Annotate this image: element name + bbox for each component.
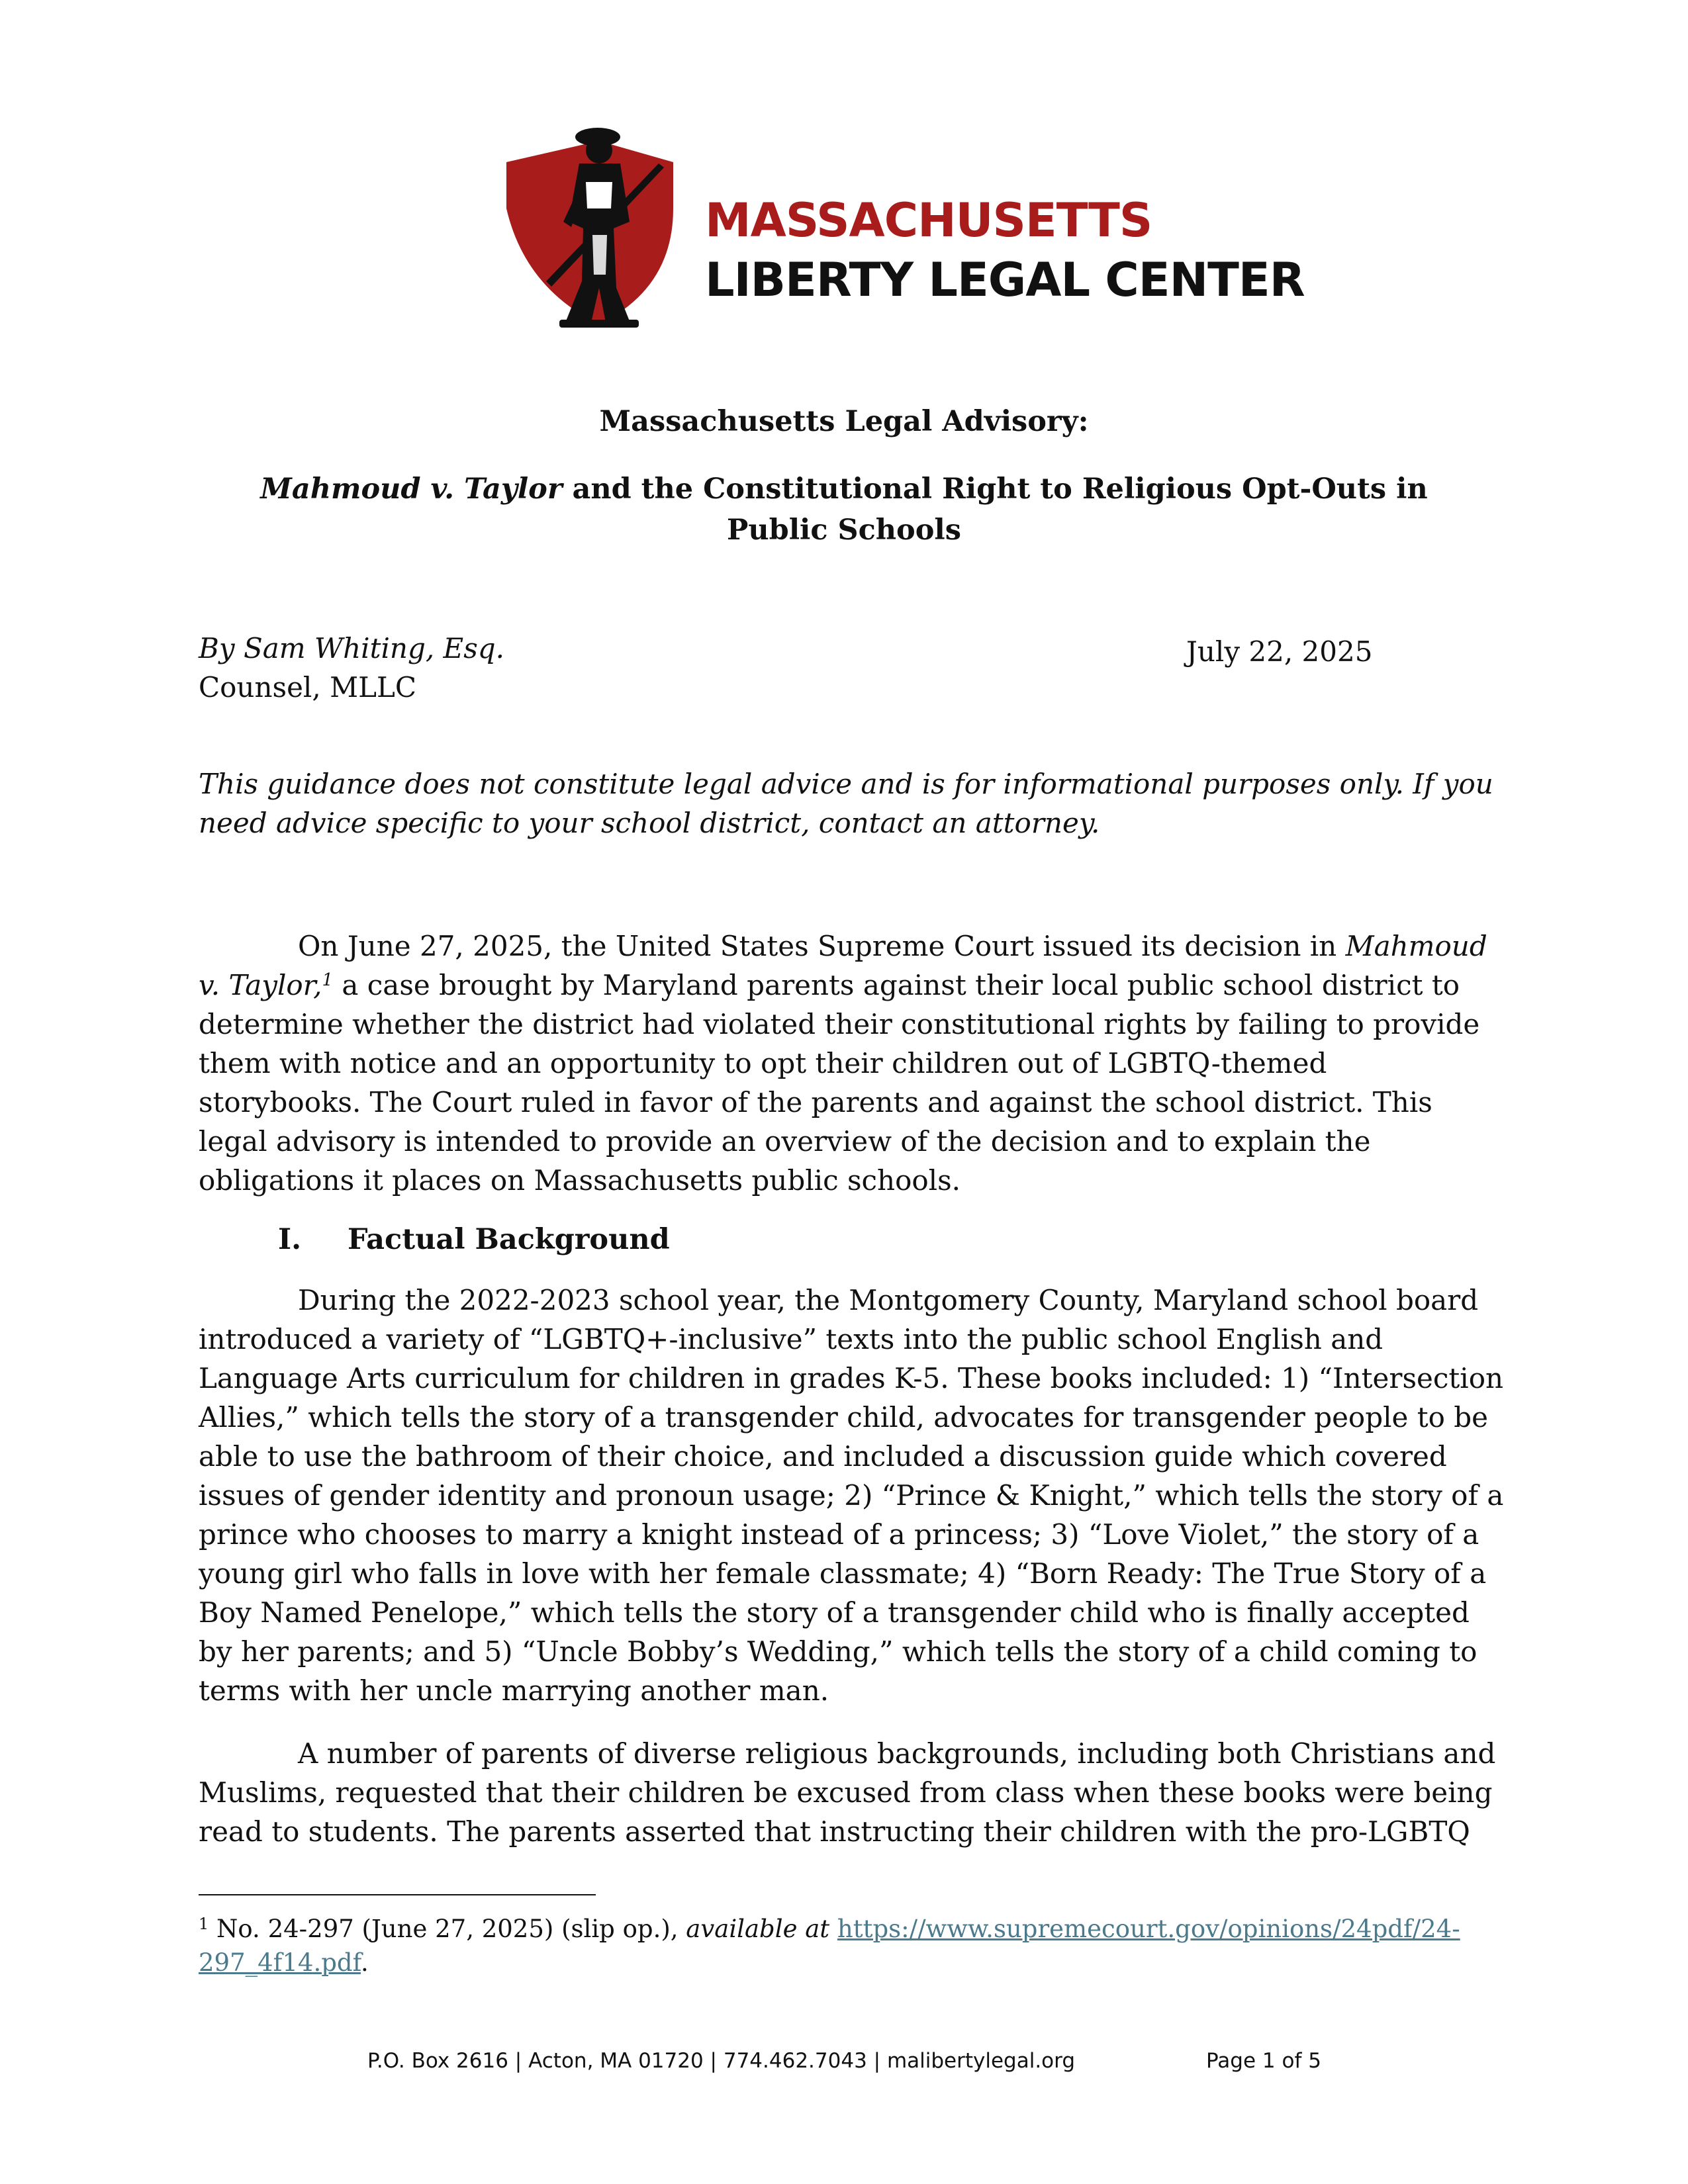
case-name: Mahmoud v. Taylor xyxy=(260,473,563,506)
intro-line2 xyxy=(199,969,1460,1001)
disclaimer-text-1: This guidance does not constitute legal advice and is for informational purposes only. If you xyxy=(199,768,1493,800)
author-role: Counsel, MLLC xyxy=(199,671,416,704)
footer-contact: P.O. Box 2616 | Acton, MA 01720 | 774.462.7043 | malibertylegal.org xyxy=(367,2049,1076,2073)
section-heading xyxy=(278,1223,670,1256)
subtitle-rest: and the Constitutional Right to Religious Opt-Outs in xyxy=(562,473,1428,506)
paragraph-line: by her parents; and 5) “Uncle Bobby’s Wedding,” which tells the story of a child coming to xyxy=(199,1635,1477,1668)
minuteman-shield-icon xyxy=(500,122,698,334)
paragraph-line: issues of gender identity and pronoun usage; 2) “Prince & Knight,” which tells the story of a xyxy=(199,1479,1504,1512)
intro-text-2: a case brought by Maryland parents against their local public school district to xyxy=(333,969,1460,1001)
footnote-divider xyxy=(199,1894,596,1895)
footnote-number: 1 xyxy=(199,1915,209,1933)
paragraph-line: Language Arts curriculum for children in grades K-5. These books included: 1) “Intersection xyxy=(199,1362,1504,1394)
footnote-ref[interactable]: 1 xyxy=(322,970,334,990)
paragraph-line: Boy Named Penelope,” which tells the story of a transgender child who is finally accepted xyxy=(199,1596,1470,1629)
intro-case-name-2: v. Taylor, xyxy=(199,969,322,1001)
logo-name-line2: LIBERTY LEGAL CENTER xyxy=(705,253,1305,307)
intro-line7: obligations it places on Massachusetts public schools. xyxy=(199,1164,961,1197)
footnote-line1 xyxy=(199,1915,1460,1943)
paragraph-line: Muslims, requested that their children be excused from class when these books were being xyxy=(199,1776,1493,1809)
intro-line5: storybooks. The Court ruled in favor of the parents and against the school district. This xyxy=(199,1086,1432,1118)
paragraph-line: read to students. The parents asserted that instructing their children with the pro-LGBTQ xyxy=(199,1815,1470,1848)
intro-text: On June 27, 2025, the United States Supreme Court issued its decision in xyxy=(298,930,1346,962)
disclaimer-text-2: need advice specific to your school district, contact an attorney. xyxy=(199,807,1100,839)
paragraph-line: young girl who falls in love with her female classmate; 4) “Born Ready: The True Story of a xyxy=(199,1557,1487,1590)
paragraph-line: Allies,” which tells the story of a transgender child, advocates for transgender people to be xyxy=(199,1401,1488,1433)
document-subtitle xyxy=(199,469,1489,551)
paragraph-line: prince who chooses to marry a knight instead of a princess; 3) “Love Violet,” the story of a xyxy=(199,1518,1479,1551)
section-title: Factual Background xyxy=(348,1223,670,1256)
document-date: July 22, 2025 xyxy=(1186,635,1373,668)
footnote-link[interactable]: https://www.supremecourt.gov/opinions/24pdf/24- xyxy=(837,1915,1460,1943)
footnote-link-cont[interactable]: 297_4f14.pdf xyxy=(199,1948,361,1977)
author xyxy=(199,632,504,664)
footnote-period: . xyxy=(360,1948,369,1977)
intro-line3: determine whether the district had violated their constitutional rights by failing to provide xyxy=(199,1008,1480,1040)
author-name: By Sam Whiting, Esq. xyxy=(199,632,504,664)
paragraph-line: introduced a variety of “LGBTQ+-inclusive” texts into the public school English and xyxy=(199,1323,1383,1355)
document-title: Massachusetts Legal Advisory: xyxy=(599,405,1089,438)
intro-line6: legal advisory is intended to provide an overview of the decision and to explain the xyxy=(199,1125,1371,1158)
subtitle-line3: Public Schools xyxy=(727,514,961,547)
intro-line1 xyxy=(298,930,1487,962)
paragraph-line: A number of parents of diverse religious backgrounds, including both Christians and xyxy=(298,1737,1496,1770)
paragraph-line: During the 2022-2023 school year, the Montgomery County, Maryland school board xyxy=(298,1284,1479,1316)
section-number: I. xyxy=(278,1223,302,1256)
footnote-line2 xyxy=(199,1948,369,1977)
disclaimer-line1 xyxy=(199,768,1493,800)
logo-name-line1: MASSACHUSETTS xyxy=(705,193,1152,248)
disclaimer-line2 xyxy=(199,807,1100,839)
footnote-italic: available at xyxy=(686,1915,830,1943)
intro-line4: them with notice and an opportunity to opt their children out of LGBTQ-themed xyxy=(199,1047,1327,1079)
paragraph-line: terms with her uncle marrying another man. xyxy=(199,1674,829,1707)
intro-case-name: Mahmoud xyxy=(1345,930,1487,962)
footnote-text: No. 24-297 (June 27, 2025) (slip op.), xyxy=(209,1915,686,1943)
page-number: Page 1 of 5 xyxy=(1206,2049,1321,2073)
paragraph-line: able to use the bathroom of their choice, and included a discussion guide which covered xyxy=(199,1440,1447,1473)
